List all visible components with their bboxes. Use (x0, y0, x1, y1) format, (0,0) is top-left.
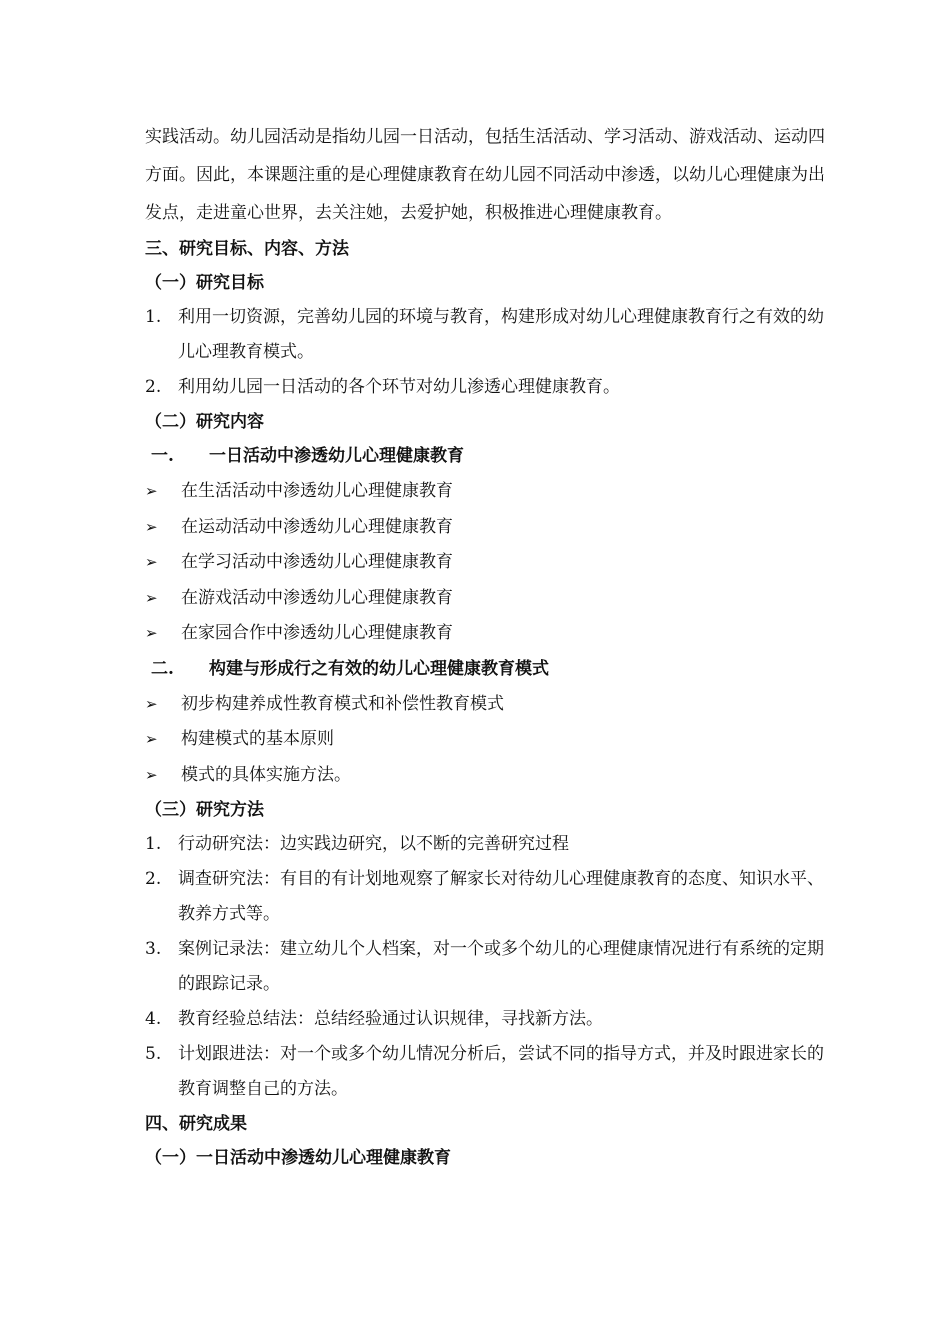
list-item-text: 初步构建养成性教育模式和补偿性教育模式 (181, 693, 504, 714)
list-item (145, 722, 825, 758)
part1-bullet-list (145, 474, 825, 652)
list-item-text: 案例记录法：建立幼儿个人档案，对一个或多个幼儿的心理健康情况进行有系统的定期的跟踪记录。 (178, 939, 824, 994)
list-item-number: 4. (145, 1009, 162, 1029)
list-item-number: 3. (145, 939, 162, 959)
part-title: 一日活动中渗透幼儿心理健康教育 (209, 446, 464, 466)
list-item-number: 1. (145, 834, 162, 854)
intro-paragraph: 实践活动。幼儿园活动是指幼儿园一日活动，包括生活活动、学习活动、游戏活动、运动四方面。因此，本课题注重的是心理健康教育在幼儿园不同活动中渗透，以幼儿心理健康为出发点，走进童心世界，去关注她，去爱护她，积极推进心理健康教育。 (145, 127, 825, 223)
list-item (145, 862, 825, 932)
list-item (145, 545, 825, 581)
list-item-number: 2. (145, 377, 162, 397)
list-item-text: 模式的具体实施方法。 (181, 764, 351, 785)
list-item-number: 1. (145, 307, 162, 327)
list-item-text: 构建模式的基本原则 (181, 729, 334, 749)
list-item (145, 370, 825, 405)
arrow-bullet-icon: ➢ (145, 517, 158, 536)
part-title: 构建与形成行之有效的幼儿心理健康教育模式 (209, 658, 549, 679)
list-item (145, 510, 825, 546)
goals-list (145, 300, 825, 405)
content-part2-heading (145, 652, 825, 687)
list-item-text: 在学习活动中渗透幼儿心理健康教育 (181, 552, 453, 572)
list-item (145, 300, 825, 370)
arrow-bullet-icon: ➢ (145, 730, 158, 748)
list-item-text: 计划跟进法：对一个或多个幼儿情况分析后，尝试不同的指导方式，并及时跟进家长的教育调整自己的方法。 (178, 1044, 824, 1099)
list-item-text: 在生活活动中渗透幼儿心理健康教育 (181, 481, 453, 501)
arrow-bullet-icon: ➢ (145, 694, 158, 713)
goals-heading: （一）研究目标 (145, 273, 264, 293)
part2-bullet-list (145, 687, 825, 794)
arrow-bullet-icon: ➢ (145, 553, 158, 571)
list-item (145, 616, 825, 652)
section4-heading: 四、研究成果 (145, 1114, 247, 1134)
list-item (145, 474, 825, 510)
list-item-number: 5. (145, 1044, 162, 1064)
list-item (145, 687, 825, 723)
document-body (145, 118, 825, 1175)
list-item (145, 758, 825, 794)
list-item-text: 在运动活动中渗透幼儿心理健康教育 (181, 516, 453, 537)
list-item (145, 932, 825, 1002)
methods-list (145, 827, 825, 1107)
list-item-text: 利用一切资源，完善幼儿园的环境与教育，构建形成对幼儿心理健康教育行之有效的幼儿心理教育模式。 (178, 307, 824, 362)
content-part1-heading (145, 439, 825, 474)
methods-heading: （三）研究方法 (145, 800, 264, 820)
part-number: 一. (151, 446, 174, 466)
list-item-text: 在游戏活动中渗透幼儿心理健康教育 (181, 587, 453, 608)
list-item-text: 在家园合作中渗透幼儿心理健康教育 (181, 623, 453, 643)
section4-sub1-heading: （一）一日活动中渗透幼儿心理健康教育 (145, 1148, 451, 1168)
part-number: 二. (151, 658, 174, 679)
list-item-text: 调查研究法：有目的有计划地观察了解家长对待幼儿心理健康教育的态度、知识水平、教养方式等。 (178, 869, 824, 924)
section3-heading: 三、研究目标、内容、方法 (145, 239, 349, 259)
arrow-bullet-icon: ➢ (145, 482, 158, 500)
list-item (145, 1002, 825, 1037)
list-item (145, 581, 825, 617)
content-heading: （二）研究内容 (145, 412, 264, 432)
list-item (145, 1037, 825, 1107)
arrow-bullet-icon: ➢ (145, 624, 158, 642)
list-item-text: 利用幼儿园一日活动的各个环节对幼儿渗透心理健康教育。 (178, 377, 620, 397)
arrow-bullet-icon: ➢ (145, 588, 158, 607)
arrow-bullet-icon: ➢ (145, 765, 158, 784)
list-item-text: 行动研究法：边实践边研究，以不断的完善研究过程 (178, 834, 569, 854)
list-item-number: 2. (145, 869, 162, 889)
list-item-text: 教育经验总结法：总结经验通过认识规律，寻找新方法。 (178, 1009, 603, 1029)
list-item (145, 827, 825, 862)
